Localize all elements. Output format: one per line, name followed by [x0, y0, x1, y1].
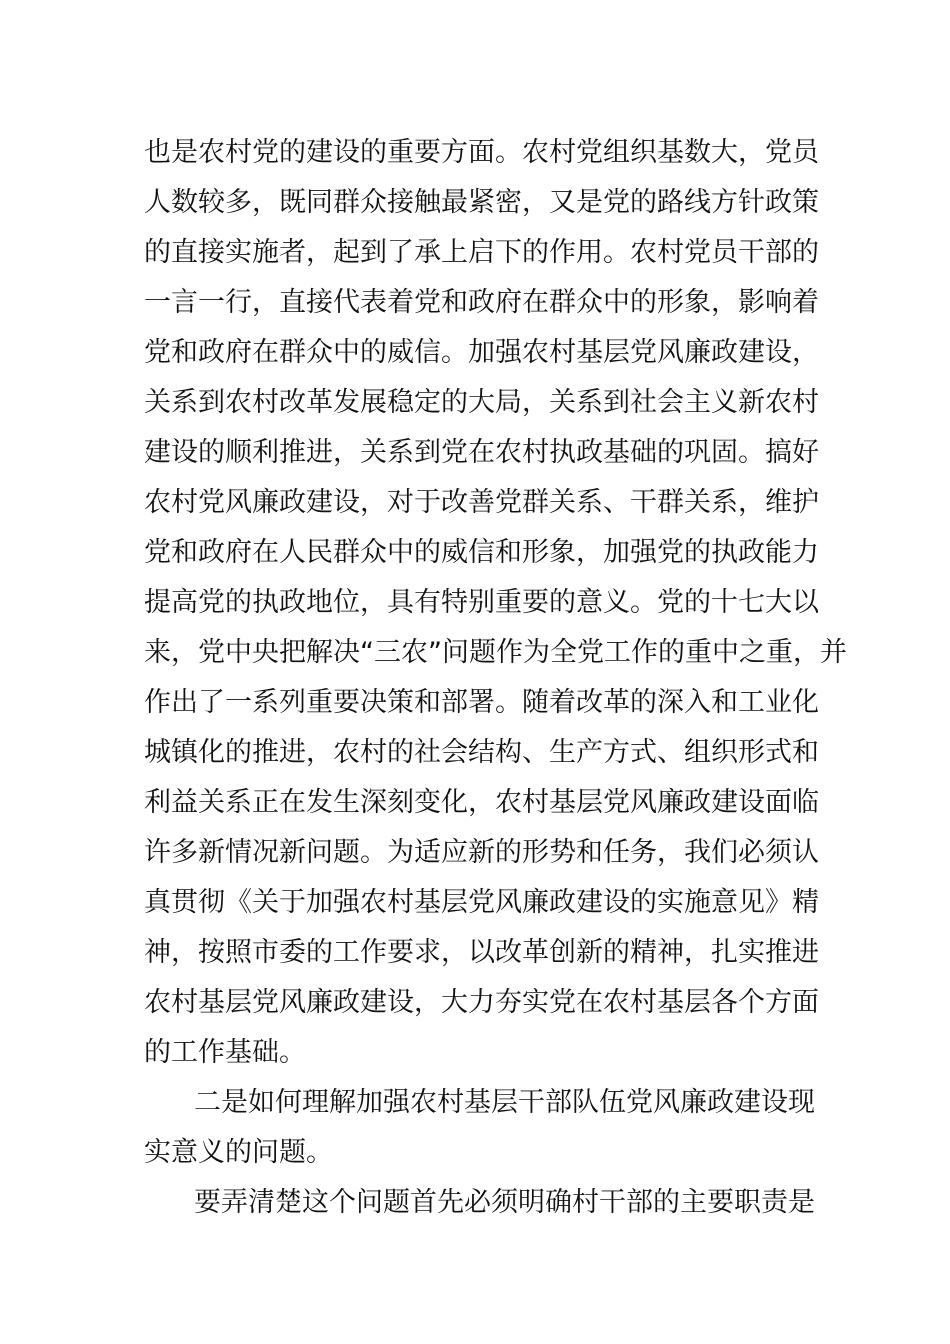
- paragraph-1-line-7: 建设的顺利推进，关系到党在农村执政基础的巩固。搞好: [144, 437, 819, 468]
- paragraph-1-line-1: 也是农村党的建设的重要方面。农村党组织基数大，党员: [144, 137, 819, 168]
- paragraph-1-line-15: 许多新情况新问题。为适应新的形势和任务，我们必须认: [144, 837, 819, 868]
- paragraph-2-line-1: 二是如何理解加强农村基层干部队伍党风廉政建设现: [194, 1087, 815, 1118]
- paragraph-1-line-11: 来，党中央把解决“三农”问题作为全党工作的重中之重，并: [144, 637, 847, 668]
- paragraph-1-line-18: 农村基层党风廉政建设，大力夯实党在农村基层各个方面: [144, 987, 819, 1018]
- paragraph-1-line-14: 利益关系正在发生深刻变化，农村基层党风廉政建设面临: [144, 787, 819, 818]
- paragraph-1-line-2: 人数较多，既同群众接触最紧密，又是党的路线方针政策: [144, 187, 819, 218]
- paragraph-1-line-5: 党和政府在群众中的威信。加强农村基层党风廉政建设，: [144, 337, 819, 368]
- paragraph-2-line-2: 实意义的问题。: [144, 1137, 333, 1168]
- paragraph-1-line-4: 一言一行，直接代表着党和政府在群众中的形象，影响着: [144, 287, 819, 318]
- paragraph-1-line-17: 神，按照市委的工作要求，以改革创新的精神，扎实推进: [144, 937, 819, 968]
- paragraph-1-line-13: 城镇化的推进，农村的社会结构、生产方式、组织形式和: [144, 737, 819, 768]
- paragraph-3-line-1: 要弄清楚这个问题首先必须明确村干部的主要职责是: [194, 1187, 815, 1218]
- paragraph-1-line-10: 提高党的执政地位，具有特别重要的意义。党的十七大以: [144, 587, 819, 618]
- paragraph-1-line-12: 作出了一系列重要决策和部署。随着改革的深入和工业化: [144, 687, 819, 718]
- paragraph-1-line-16: 真贯彻《关于加强农村基层党风廉政建设的实施意见》精: [144, 887, 819, 918]
- paragraph-1-line-19: 的工作基础。: [144, 1037, 306, 1068]
- paragraph-1-line-3: 的直接实施者，起到了承上启下的作用。农村党员干部的: [144, 237, 819, 268]
- paragraph-1-line-9: 党和政府在人民群众中的威信和形象，加强党的执政能力: [144, 537, 819, 568]
- paragraph-1-line-6: 关系到农村改革发展稳定的大局，关系到社会主义新农村: [144, 387, 819, 418]
- paragraph-1-line-8: 农村党风廉政建设，对于改善党群关系、干群关系，维护: [144, 487, 819, 518]
